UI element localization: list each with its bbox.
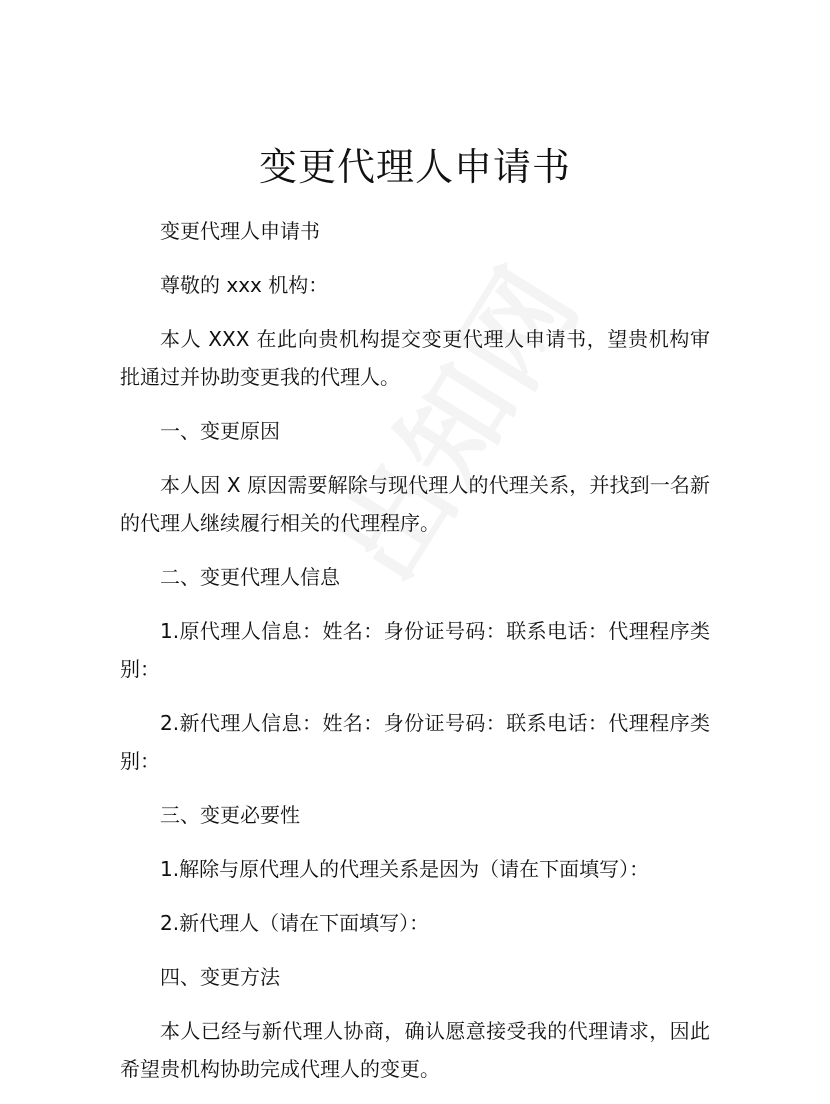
paragraph-salutation: 尊敬的 xxx 机构：	[160, 273, 329, 297]
section-heading-method: 四、变更方法	[160, 965, 280, 989]
paragraph-necessity-2: 2.新代理人（请在下面填写）：	[160, 911, 430, 935]
page-title: 变更代理人申请书	[258, 145, 571, 189]
paragraph-intro: 本人 XXX 在此向贵机构提交变更代理人申请书，望贵机构审批通过并协助变更我的代理人。	[120, 327, 710, 389]
paragraph-method: 本人已经与新代理人协商，确认愿意接受我的代理请求，因此希望贵机构协助完成代理人的变更。	[120, 1019, 710, 1081]
paragraph-new-agent-info: 2.新代理人信息：姓名：身份证号码：联系电话：代理程序类别：	[120, 711, 710, 773]
section-heading-necessity: 三、变更必要性	[160, 803, 300, 827]
paragraph-subtitle: 变更代理人申请书	[160, 219, 320, 243]
paragraph-original-agent-info: 1.原代理人信息：姓名：身份证号码：联系电话：代理程序类别：	[120, 619, 710, 681]
paragraph-reason: 本人因 X 原因需要解除与现代理人的代理关系，并找到一名新的代理人继续履行相关的代理程序。	[120, 473, 710, 535]
paragraph-necessity-1: 1.解除与原代理人的代理关系是因为（请在下面填写）：	[160, 857, 650, 881]
document-body	[120, 212, 710, 1104]
section-heading-agent-info: 二、变更代理人信息	[160, 565, 340, 589]
section-heading-reason: 一、变更原因	[160, 419, 280, 443]
